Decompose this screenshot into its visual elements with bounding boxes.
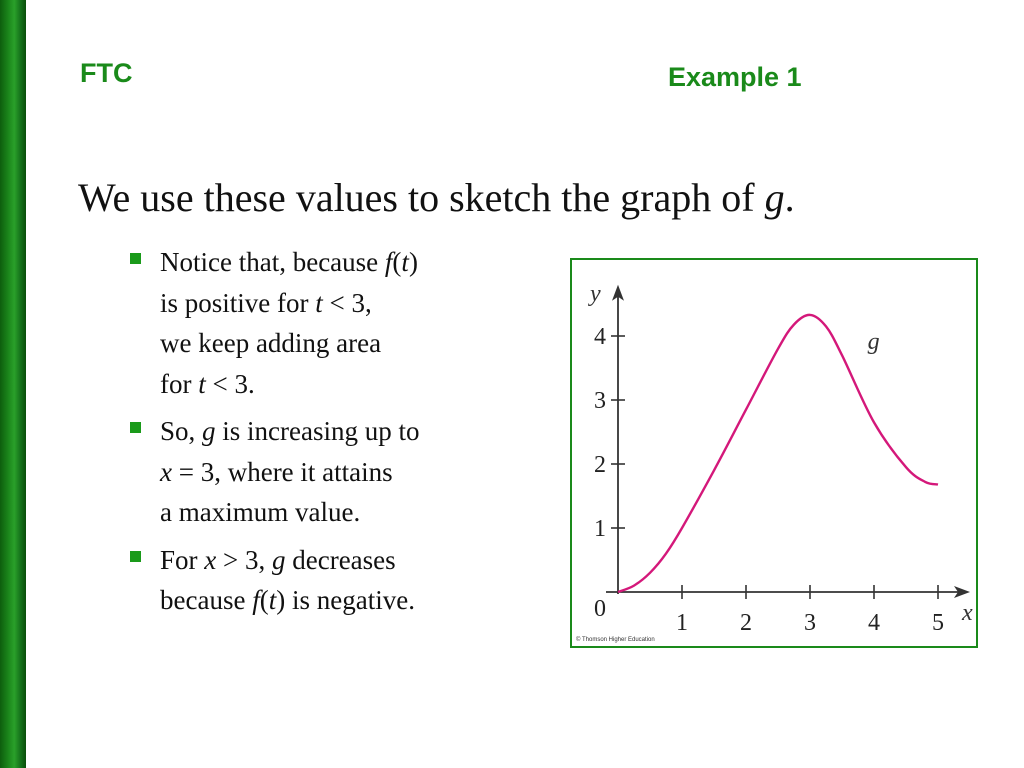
y-tick-label: 2	[594, 452, 606, 478]
bullet-text: < 3.	[205, 368, 255, 399]
x-tick-label: 2	[740, 610, 752, 636]
math-variable: t	[401, 247, 409, 277]
bullet-square-icon	[130, 551, 141, 562]
heading-text: We use these values to sketch the graph of	[78, 175, 765, 220]
example-label: Example 1	[668, 62, 802, 92]
bullet-text: for	[160, 368, 199, 399]
x-tick-label: 5	[932, 610, 944, 636]
bullet-item	[130, 242, 530, 404]
bullet-list	[130, 242, 530, 628]
topic-label: FTC	[80, 58, 133, 88]
y-tick-label: 1	[594, 516, 606, 542]
bullet-item	[130, 411, 530, 533]
bullet-text: because	[160, 585, 253, 615]
math-variable: x	[160, 456, 172, 487]
heading-variable: g	[764, 175, 785, 220]
y-tick-label: 4	[594, 324, 606, 350]
bullet-line	[160, 540, 530, 581]
bullet-text: decreases	[285, 544, 396, 575]
x-tick-label: 1	[676, 610, 688, 636]
g-curve-label: g	[867, 328, 880, 355]
math-variable: t	[315, 287, 323, 318]
bullet-line	[160, 452, 530, 493]
bullet-text: Notice that, because	[160, 247, 385, 277]
bullet-text: > 3,	[216, 544, 272, 575]
bullet-text: (	[392, 247, 402, 277]
math-variable: f	[384, 247, 393, 277]
origin-label: 0	[594, 596, 606, 622]
bullet-text: is increasing up to	[215, 416, 420, 446]
bullet-text: )	[408, 247, 418, 277]
slide-heading	[78, 174, 795, 221]
bullet-line	[160, 364, 530, 405]
math-variable: f	[252, 585, 260, 615]
bullet-line	[160, 323, 530, 364]
math-variable: t	[198, 368, 206, 399]
bullet-text: = 3, where it attains	[171, 456, 393, 487]
bullet-text: So,	[160, 416, 203, 446]
bullet-text: (	[259, 585, 269, 615]
heading-period: .	[784, 175, 795, 220]
bullet-text: is positive for	[160, 287, 316, 318]
bullet-text: ) is negative.	[276, 585, 415, 615]
x-tick-label: 3	[804, 610, 816, 636]
math-variable: x	[204, 544, 217, 575]
y-axis-label: y	[590, 280, 601, 307]
bullet-square-icon	[130, 422, 141, 433]
x-axis-label: x	[962, 600, 973, 626]
bullet-line	[160, 580, 530, 621]
math-variable: g	[202, 416, 216, 446]
math-variable: t	[268, 585, 277, 615]
side-accent-bar	[0, 0, 26, 768]
bullet-square-icon	[130, 253, 141, 264]
bullet-line	[160, 283, 530, 324]
bullet-line	[160, 492, 530, 533]
bullet-line	[160, 411, 530, 452]
bullet-item	[130, 540, 530, 621]
x-tick-label: 4	[868, 610, 880, 636]
g-curve	[618, 315, 938, 592]
graph-panel	[570, 258, 978, 648]
bullet-line	[160, 242, 530, 283]
graph-of-g	[572, 260, 976, 646]
bullet-text: < 3,	[322, 287, 372, 318]
bullet-text: a maximum value.	[160, 497, 361, 527]
bullet-text: For	[160, 544, 205, 575]
y-tick-label: 3	[594, 388, 606, 414]
image-credit: © Thomson Higher Education	[576, 637, 655, 643]
math-variable: g	[271, 544, 286, 575]
bullet-text: we keep adding area	[160, 328, 382, 358]
